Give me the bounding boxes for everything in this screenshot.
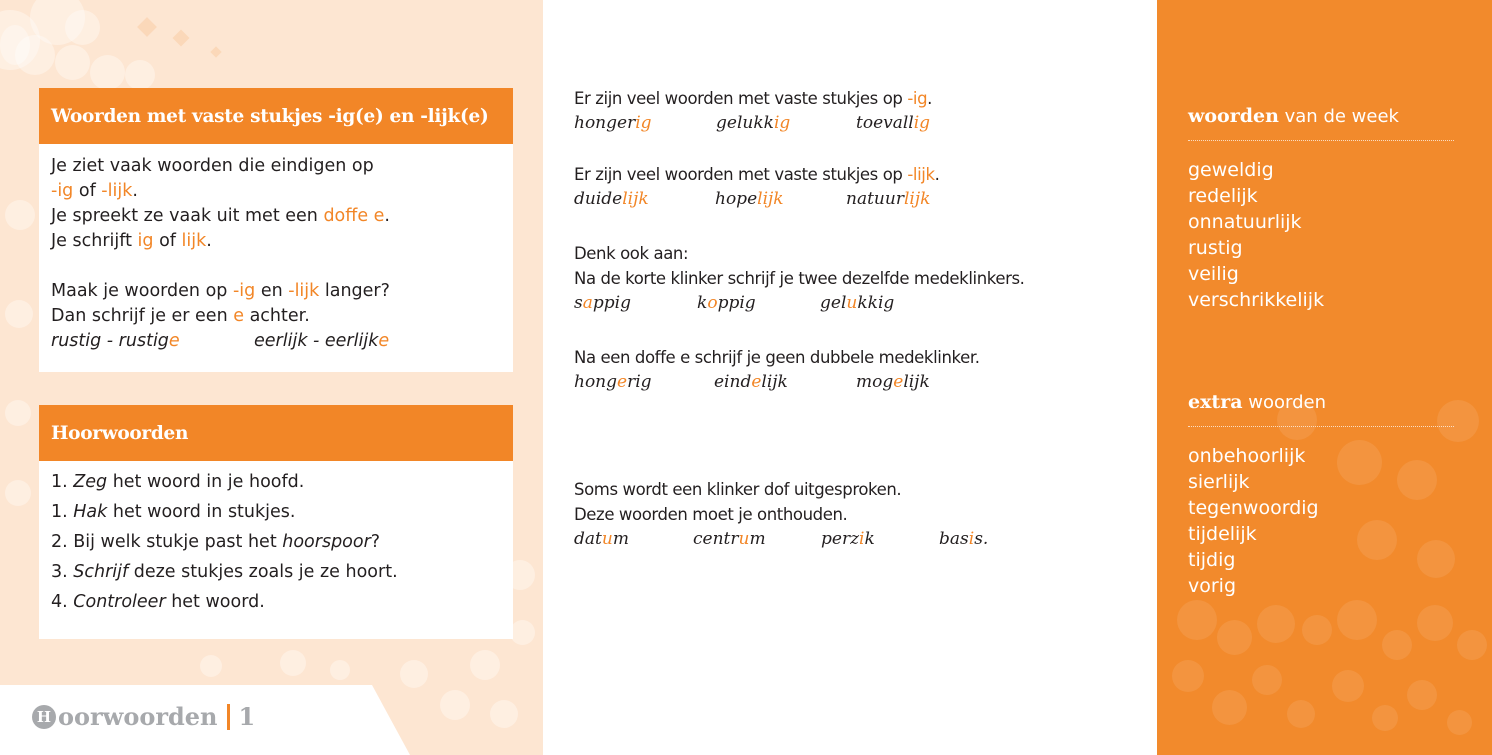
dotted-divider [1188, 140, 1454, 141]
text-segment: hong [574, 372, 618, 392]
text-segment: k [697, 293, 708, 313]
text-segment: ppig [592, 293, 631, 313]
text-segment: s [574, 293, 583, 313]
card-vaste-stukjes [39, 88, 513, 372]
text-segment: langer? [319, 281, 390, 301]
text-segment: . [206, 231, 212, 251]
example-row [574, 111, 996, 136]
text-segment: Soms wordt een klinker dof uitgesproken. [574, 480, 902, 499]
footer-logo [32, 702, 255, 731]
card-title: Woorden met vaste stukjes -ig(e) en -lijk(e) [39, 88, 513, 144]
highlight-text: i [859, 529, 865, 549]
decor-dot [1457, 630, 1487, 660]
highlight-text: -lijk [907, 165, 935, 184]
rule-block [574, 345, 996, 395]
text-segment: mog [856, 372, 894, 392]
word-item: rustig [1188, 237, 1243, 259]
text-segment: Na een doffe e schrijf je geen dubbele medeklinker. [574, 348, 980, 367]
example-word [574, 111, 716, 136]
list-item [51, 557, 501, 587]
decor-dot [15, 35, 55, 75]
highlight-text: u [601, 529, 613, 549]
highlight-text: i [968, 529, 975, 549]
emphasis: Zeg [73, 472, 108, 492]
example-word [716, 111, 856, 136]
example-word [821, 527, 939, 552]
highlight-text: lijk [757, 189, 784, 209]
text-segment: lijk [903, 372, 930, 392]
text-segment: Denk ook aan: [574, 244, 689, 263]
word-item: redelijk [1188, 185, 1258, 207]
text-segment: Dan schrijf je er een [51, 306, 234, 326]
card-title: Hoorwoorden [39, 405, 513, 461]
rule-text [574, 477, 1019, 502]
decor-dot [1372, 705, 1398, 731]
heading-light: van de week [1278, 106, 1399, 127]
decor-dot [1332, 670, 1364, 702]
word-item: tijdig [1188, 549, 1236, 571]
list-text: ? [370, 532, 381, 552]
example-word [856, 111, 996, 136]
highlight-text: lijk [622, 189, 649, 209]
decor-dot [1382, 630, 1412, 660]
highlight-text: -ig [232, 281, 256, 301]
highlight-text: ig [913, 113, 931, 133]
body-line [51, 279, 501, 304]
card-body [39, 144, 513, 372]
rule-block [574, 162, 986, 212]
word-item: tijdelijk [1188, 523, 1257, 545]
decor-dot [510, 620, 535, 645]
list-number: 3. [51, 562, 74, 582]
highlight-text: -lijk [288, 281, 320, 301]
list-item [51, 527, 501, 557]
highlight-text: u [738, 529, 750, 549]
text-segment: centr [693, 529, 739, 549]
decor-dot [1417, 605, 1453, 641]
rule-text [574, 502, 1019, 527]
decor-dot [280, 650, 306, 676]
highlight-text: lijk [181, 231, 207, 251]
example-word [715, 187, 846, 212]
body-line [51, 154, 501, 179]
highlight-text: ig [137, 231, 154, 251]
text-segment: of [153, 231, 182, 251]
word-list [1188, 443, 1454, 599]
text-segment: s. [974, 529, 989, 549]
body-line [51, 204, 501, 229]
word-item: onbehoorlijk [1188, 445, 1306, 467]
list-text: deze stukjes zoals je ze hoort. [128, 562, 398, 582]
text-segment: Je ziet vaak woorden die eindigen op [51, 156, 374, 176]
highlight-text: a [582, 293, 593, 313]
logo-text: oorwoorden [58, 702, 218, 731]
decor-dot [1252, 665, 1282, 695]
example-word [693, 527, 821, 552]
highlight-text: e [233, 306, 245, 326]
example-row [574, 187, 986, 212]
decor-dot [5, 200, 35, 230]
text-segment: hope [715, 189, 758, 209]
highlight-text: doffe e [323, 206, 385, 226]
word-item: tegenwoordig [1188, 497, 1319, 519]
decor-dot [5, 400, 31, 426]
section-heading [1188, 101, 1454, 132]
example-row [51, 329, 501, 354]
logo-divider [227, 704, 230, 730]
highlight-text: lijk [903, 189, 931, 209]
decor-diamond [210, 46, 221, 57]
text-segment: ppig [717, 293, 756, 313]
rule-text [574, 241, 1025, 266]
decor-dot [470, 650, 500, 680]
decor-dot [1212, 690, 1247, 725]
extra-words [1188, 387, 1454, 599]
body-line [51, 304, 501, 329]
decor-dot [1447, 710, 1472, 735]
decor-dot [125, 60, 155, 90]
text-segment: of [73, 181, 102, 201]
word-list [1188, 157, 1454, 313]
example-row [574, 291, 1025, 316]
text-segment: k [864, 529, 875, 549]
text-segment: Deze woorden moet je onthouden. [574, 505, 848, 524]
text-segment: perz [821, 529, 860, 549]
text-segment: bas [939, 529, 969, 549]
heading-bold: woorden [1188, 105, 1279, 127]
text-segment: Er zijn veel woorden met vaste stukjes op [574, 89, 908, 108]
word-item: onnatuurlijk [1188, 211, 1302, 233]
example-word [820, 291, 960, 316]
text-segment: en [255, 281, 289, 301]
text-segment: honger [574, 113, 636, 133]
decor-dot [440, 690, 470, 720]
list-number: 4. [51, 592, 74, 612]
decor-dot [400, 660, 428, 688]
text-segment: . [927, 89, 933, 108]
text-segment: kkig [857, 293, 895, 313]
list-text: het woord in je hoofd. [107, 472, 305, 492]
decor-dot [55, 45, 90, 80]
example-word [254, 329, 389, 354]
decor-dot [1177, 600, 1217, 640]
card-body [39, 461, 513, 639]
example-word [856, 370, 996, 395]
list-number: 2. [51, 532, 74, 552]
highlight-text: ig [773, 113, 791, 133]
words-of-the-week [1188, 101, 1454, 313]
text-segment: gel [820, 293, 847, 313]
word-item: veilig [1188, 263, 1239, 285]
list-text: het woord. [165, 592, 265, 612]
text-segment: achter. [244, 306, 310, 326]
middle-panel [543, 0, 1157, 755]
text-segment: . [384, 206, 390, 226]
decor-diamond [137, 17, 157, 37]
rule-block [574, 241, 1025, 316]
example-word [714, 370, 856, 395]
right-panel [1157, 0, 1492, 755]
decor-dot [90, 55, 125, 90]
example-word [846, 187, 986, 212]
decor-dot [1407, 680, 1437, 710]
rule-block [574, 86, 996, 136]
example-word [574, 370, 714, 395]
dotted-divider [1188, 426, 1454, 427]
list-text: het woord in stukjes. [107, 502, 296, 522]
text-segment: rustig - rustig [51, 331, 169, 351]
body-line [51, 179, 501, 204]
rule-text [574, 162, 986, 187]
text-segment: gelukk [716, 113, 774, 133]
highlight-text: ig [635, 113, 652, 133]
highlight-text: e [893, 372, 904, 392]
highlight-text: o [707, 293, 718, 313]
highlight-text: e [168, 331, 180, 351]
text-segment: duide [574, 189, 623, 209]
list-item [51, 467, 501, 497]
decor-diamond [173, 30, 190, 47]
text-segment: Je spreekt ze vaak uit met een [51, 206, 324, 226]
logo-h-icon: H [32, 705, 56, 729]
highlight-text: -lijk [101, 181, 133, 201]
emphasis: hoorspoor [282, 532, 371, 552]
text-segment: toevall [856, 113, 914, 133]
text-segment: Je schrijft [51, 231, 138, 251]
list-number: 1. [51, 502, 74, 522]
word-item: sierlijk [1188, 471, 1250, 493]
example-word [697, 291, 820, 316]
text-segment: dat [574, 529, 602, 549]
text-segment: eerlijk - eerlijk [254, 331, 379, 351]
highlight-text: e [617, 372, 628, 392]
text-segment: natuur [846, 189, 904, 209]
left-panel [0, 0, 543, 755]
text-segment: lijk [761, 372, 788, 392]
text-segment: Maak je woorden op [51, 281, 233, 301]
highlight-text: e [378, 331, 390, 351]
decor-dot [330, 660, 350, 680]
section-heading [1188, 387, 1454, 418]
emphasis: Schrijf [73, 562, 129, 582]
heading-bold: extra [1188, 391, 1243, 413]
text-segment: . [132, 181, 138, 201]
decor-dot [490, 700, 518, 728]
decor-dot [65, 10, 100, 45]
list-text: Bij welk stukje past het [73, 532, 283, 552]
example-word [574, 527, 693, 552]
example-word [939, 527, 1019, 552]
page-number: 1 [238, 702, 256, 731]
text-segment: eind [714, 372, 752, 392]
decor-dot [1287, 700, 1315, 728]
decor-dot [5, 300, 33, 328]
text-segment: rig [627, 372, 652, 392]
text-segment: Er zijn veel woorden met vaste stukjes op [574, 165, 908, 184]
example-word [574, 291, 697, 316]
list-item [51, 587, 501, 617]
word-item: vorig [1188, 575, 1237, 597]
text-segment: m [612, 529, 629, 549]
example-row [574, 527, 1019, 552]
word-item: verschrikkelijk [1188, 289, 1325, 311]
card-hoorwoorden [39, 405, 513, 639]
rule-text [574, 86, 996, 111]
example-word [51, 329, 254, 354]
example-row [574, 370, 996, 395]
example-word [574, 187, 715, 212]
decor-dot [1217, 620, 1252, 655]
decor-dot [200, 655, 222, 677]
rule-block [574, 477, 1019, 552]
decor-dot [1172, 660, 1204, 692]
word-item: geweldig [1188, 159, 1274, 181]
heading-light: woorden [1242, 392, 1326, 413]
decor-dot [1337, 600, 1377, 640]
rule-text [574, 345, 996, 370]
list-number: 1. [51, 472, 74, 492]
decor-dot [1257, 605, 1295, 643]
list-item [51, 497, 501, 527]
decor-dot [1302, 615, 1332, 645]
text-segment: . [934, 165, 940, 184]
text-segment: m [749, 529, 766, 549]
decor-dot [5, 480, 31, 506]
highlight-text: -ig [51, 181, 74, 201]
emphasis: Hak [73, 502, 108, 522]
text-segment: Na de korte klinker schrijf je twee dezelfde medeklinkers. [574, 269, 1025, 288]
emphasis: Controleer [73, 592, 166, 612]
rule-text [574, 266, 1025, 291]
body-line [51, 229, 501, 254]
blank-line [51, 254, 501, 279]
highlight-text: -ig [907, 89, 928, 108]
highlight-text: e [751, 372, 762, 392]
highlight-text: u [846, 293, 858, 313]
